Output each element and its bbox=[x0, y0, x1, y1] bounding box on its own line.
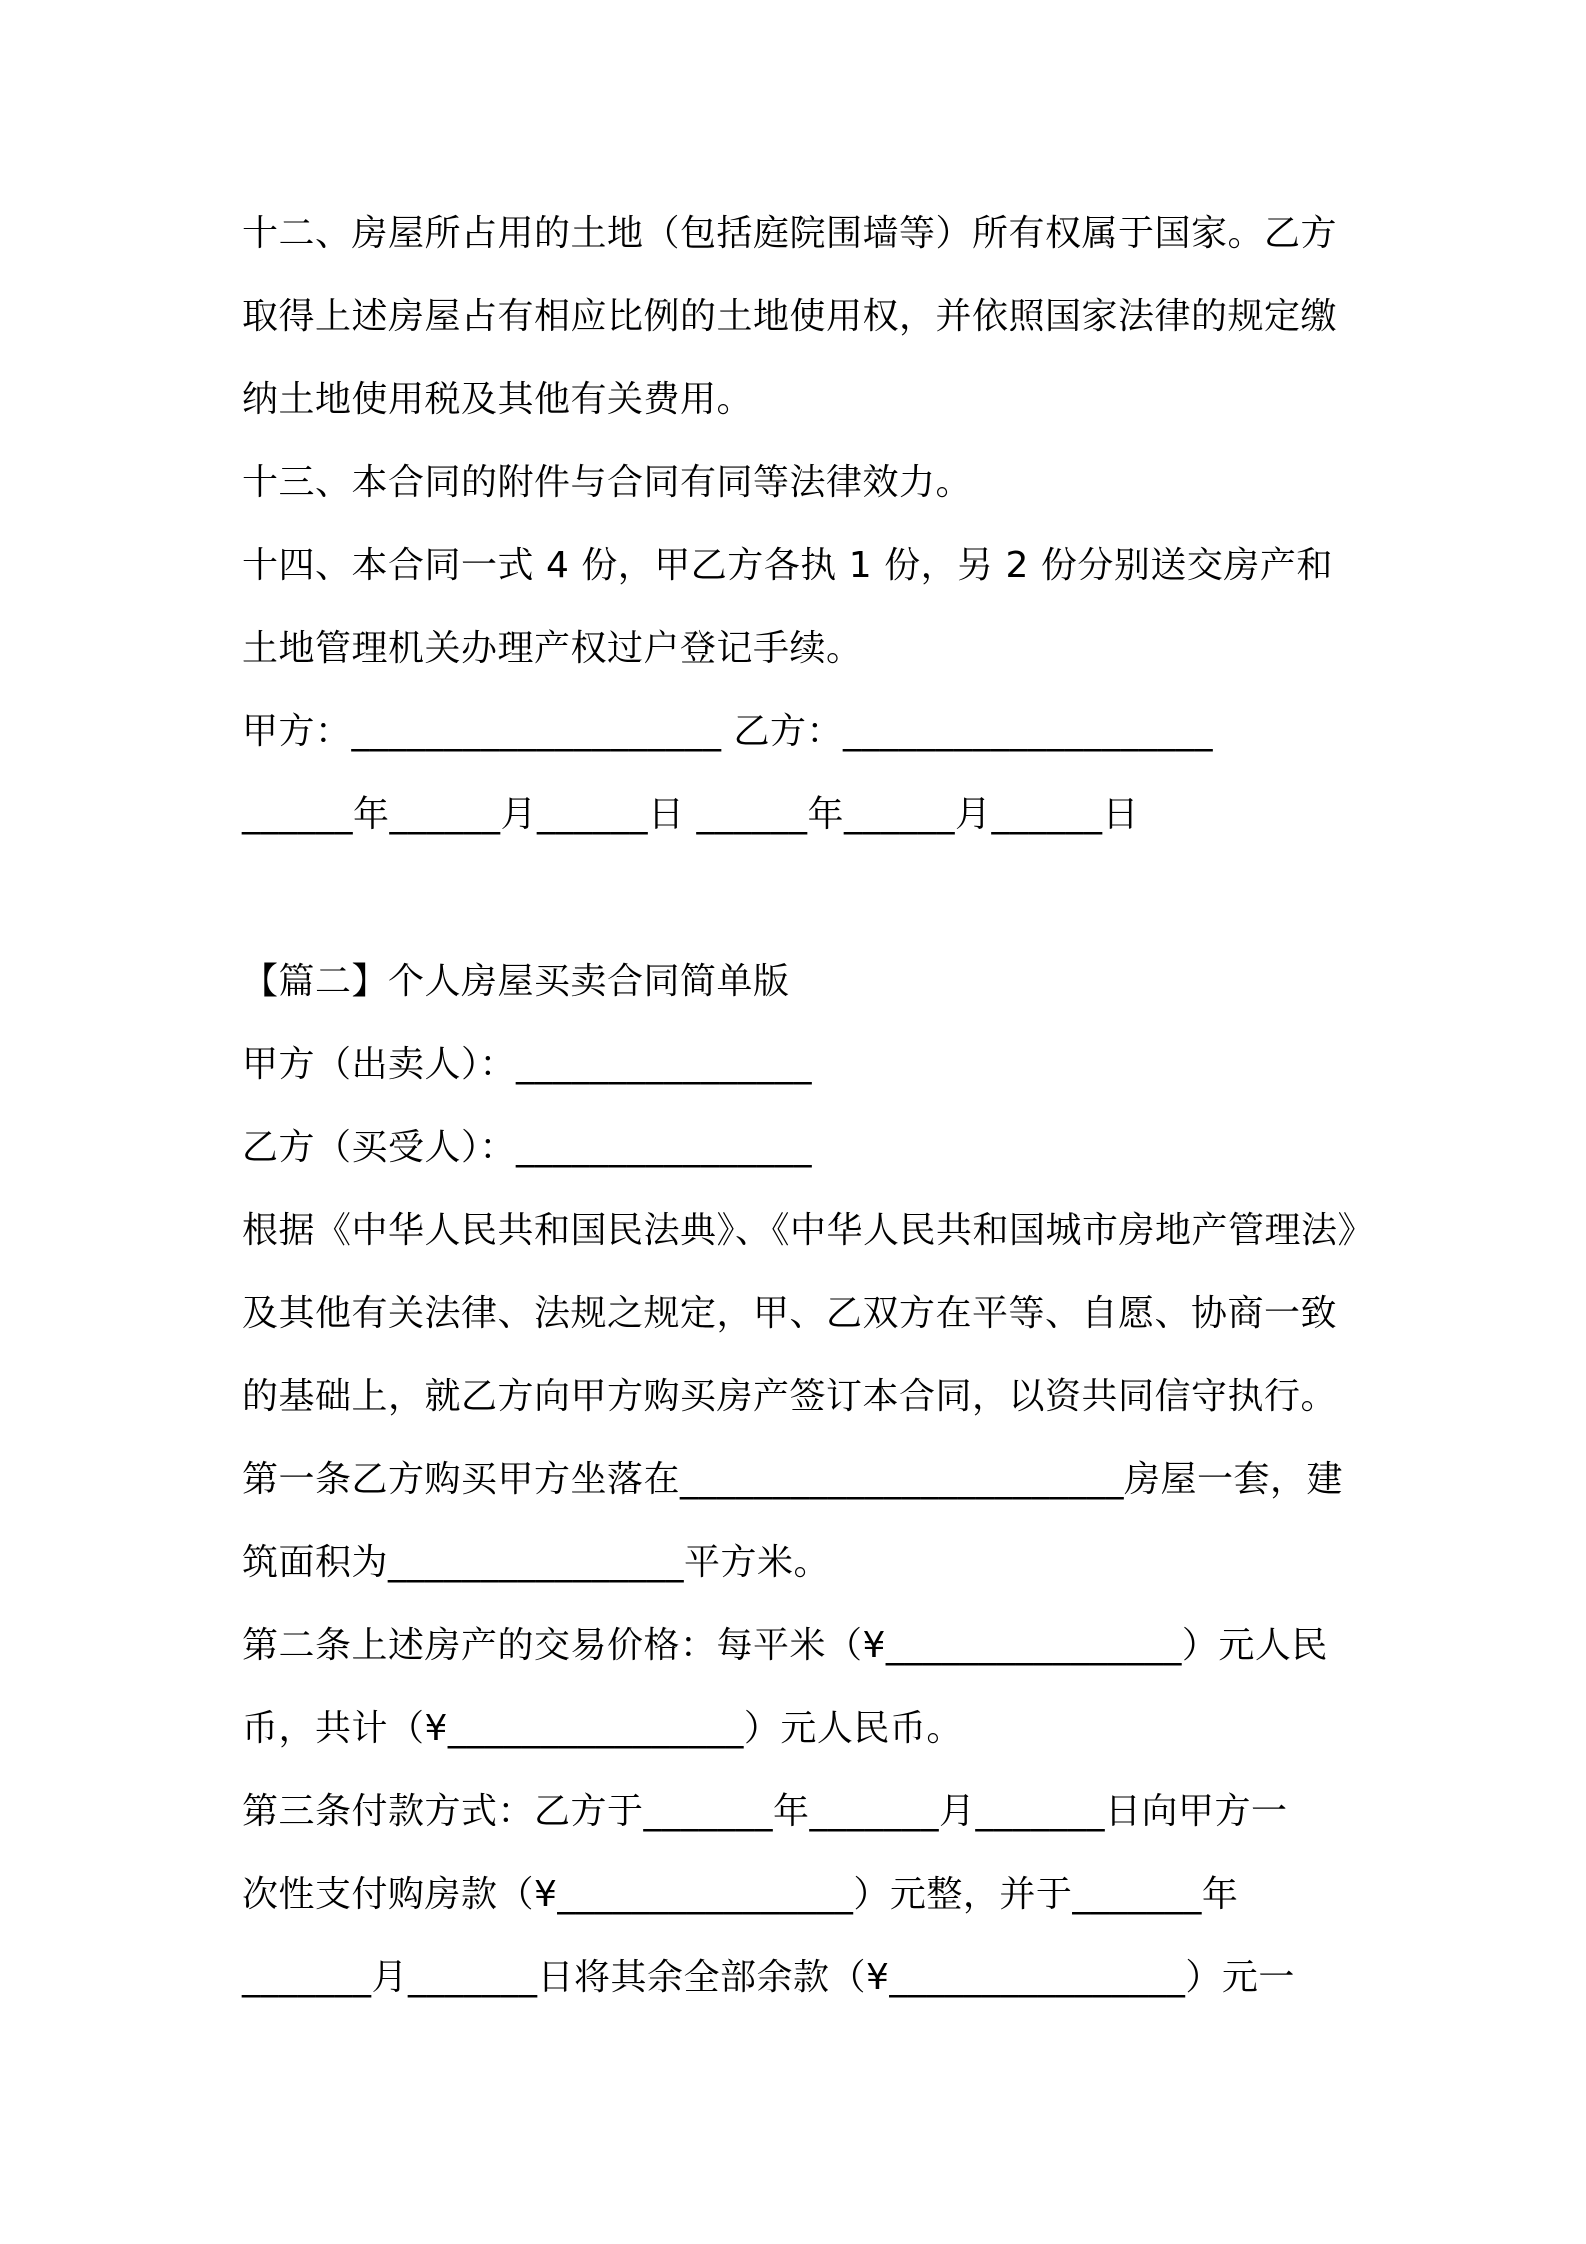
section-title: 【篇二】个人房屋买卖合同简单版 bbox=[242, 961, 790, 1002]
signature-line: 甲方：____________________ 乙方：____________________ bbox=[242, 711, 1213, 752]
preamble-line-1: 根据《中华人民共和国民法典》、《中华人民共和国城市房地产管理法》 bbox=[242, 1210, 1375, 1251]
article-3-line-2: 次性支付购房款（¥________________）元整，并于_______年 bbox=[242, 1874, 1239, 1915]
article-2-line-2: 币，共计（¥________________）元人民币。 bbox=[242, 1708, 963, 1749]
article-3-line-1: 第三条付款方式：乙方于_______年_______月_______日向甲方一 bbox=[242, 1791, 1288, 1832]
article-2-line-1: 第二条上述房产的交易价格：每平米（¥________________）元人民 bbox=[242, 1625, 1328, 1666]
section-spacer bbox=[242, 856, 1362, 940]
clause-12-line-1: 十二、房屋所占用的土地（包括庭院围墙等）所有权属于国家。乙方 bbox=[242, 213, 1338, 254]
preamble-line-3: 的基础上，就乙方向甲方购买房产签订本合同，以资共同信守执行。 bbox=[242, 1376, 1338, 1417]
article-1-line-1: 第一条乙方购买甲方坐落在________________________房屋一套，建 bbox=[242, 1459, 1344, 1500]
date-line: ______年______月______日 ______年______月______日 bbox=[242, 794, 1139, 835]
clause-14-line-2: 土地管理机关办理产权过户登记手续。 bbox=[242, 628, 863, 669]
article-1-line-2: 筑面积为________________平方米。 bbox=[242, 1542, 831, 1583]
party-b-line: 乙方（买受人）：________________ bbox=[242, 1127, 813, 1168]
preamble-line-2: 及其他有关法律、法规之规定，甲、乙双方在平等、自愿、协商一致 bbox=[242, 1293, 1338, 1334]
clause-12-line-3: 纳土地使用税及其他有关费用。 bbox=[242, 379, 754, 420]
clause-14-line-1: 十四、本合同一式 4 份，甲乙方各执 1 份，另 2 份分别送交房产和 bbox=[242, 545, 1333, 586]
article-3-line-3: _______月_______日将其余全部余款（¥________________）元一 bbox=[242, 1957, 1295, 1998]
clause-13: 十三、本合同的附件与合同有同等法律效力。 bbox=[242, 462, 973, 503]
clause-12-line-2: 取得上述房屋占有相应比例的土地使用权，并依照国家法律的规定缴 bbox=[242, 296, 1338, 337]
document-body bbox=[242, 192, 1375, 2019]
party-a-line: 甲方（出卖人）：________________ bbox=[242, 1044, 813, 1085]
